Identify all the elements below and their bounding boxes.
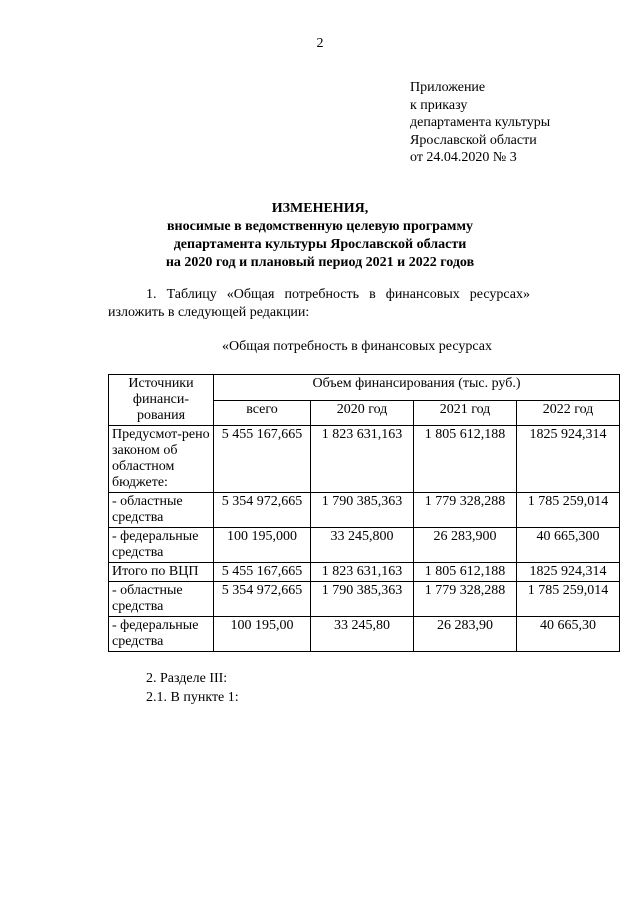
- header-source: Источники финанси-рования: [109, 375, 214, 426]
- cell-2022: 40 665,300: [517, 528, 620, 563]
- header-2020: 2020 год: [311, 400, 414, 426]
- cell-2020: 1 790 385,363: [311, 493, 414, 528]
- cell-2020: 1 823 631,163: [311, 563, 414, 582]
- section-2-1: 2.1. В пункте 1:: [146, 690, 239, 705]
- cell-2020: 33 245,800: [311, 528, 414, 563]
- cell-total: 5 455 167,665: [214, 563, 311, 582]
- cell-2020: 33 245,80: [311, 617, 414, 652]
- cell-2022: 1825 924,314: [517, 563, 620, 582]
- appendix-line: к приказу: [410, 97, 468, 113]
- heading-title: ИЗМЕНЕНИЯ,: [271, 201, 369, 216]
- heading-line: на 2020 год и плановый период 2021 и 2022 годов: [165, 255, 475, 270]
- header-2021: 2021 год: [414, 400, 517, 426]
- cell-2020: 1 790 385,363: [311, 582, 414, 617]
- page-number: 2: [316, 36, 324, 51]
- cell-2020: 1 823 631,163: [311, 426, 414, 493]
- table-row: [109, 528, 620, 563]
- cell-2022: 1 785 259,014: [517, 493, 620, 528]
- cell-2022: 1825 924,314: [517, 426, 620, 493]
- cell-2021: 1 779 328,288: [414, 582, 517, 617]
- section-2: 2. Разделе III:: [146, 671, 228, 686]
- table-row: [109, 493, 620, 528]
- table-row: [109, 426, 620, 493]
- appendix-line: Приложение: [410, 80, 486, 95]
- cell-2022: 40 665,30: [517, 617, 620, 652]
- cell-total: 5 354 972,665: [214, 493, 311, 528]
- appendix-line: от 24.04.2020 № 3: [410, 150, 517, 165]
- cell-2021: 26 283,90: [414, 617, 517, 652]
- cell-2022: 1 785 259,014: [517, 582, 620, 617]
- heading-line: департамента культуры Ярославской области: [173, 237, 467, 252]
- cell-total: 100 195,000: [214, 528, 311, 563]
- row-label: Предусмот-рено законом об областном бюджете:: [109, 426, 214, 493]
- row-label: - областные средства: [109, 493, 214, 528]
- header-total: всего: [214, 400, 311, 426]
- row-label: - федеральные средства: [109, 617, 214, 652]
- appendix-block: [410, 79, 550, 167]
- row-label: - областные средства: [109, 582, 214, 617]
- row-label: - федеральные средства: [109, 528, 214, 563]
- paragraph-1: [108, 286, 530, 321]
- cell-total: 5 455 167,665: [214, 426, 311, 493]
- cell-2021: 1 779 328,288: [414, 493, 517, 528]
- appendix-line: департамента культуры: [410, 115, 551, 130]
- cell-2021: 1 805 612,188: [414, 426, 517, 493]
- paragraph-1-text: 1. Таблицу «Общая потребность в финансовых ресурсах» изложить в следующей редакции:: [108, 287, 530, 320]
- row-label: Итого по ВЦП: [109, 563, 214, 582]
- document-heading: [0, 200, 640, 272]
- cell-2021: 1 805 612,188: [414, 563, 517, 582]
- table-row: [109, 582, 620, 617]
- heading-line: вносимые в ведомственную целевую программу: [167, 219, 473, 234]
- header-2022: 2022 год: [517, 400, 620, 426]
- cell-total: 100 195,00: [214, 617, 311, 652]
- financing-table: [108, 374, 620, 652]
- table-caption: «Общая потребность в финансовых ресурсах: [222, 339, 492, 354]
- cell-total: 5 354 972,665: [214, 582, 311, 617]
- header-group: Объем финансирования (тыс. руб.): [214, 375, 620, 401]
- table-row: [109, 617, 620, 652]
- appendix-line: Ярославской области: [410, 132, 537, 148]
- table-row: [109, 563, 620, 582]
- cell-2021: 26 283,900: [414, 528, 517, 563]
